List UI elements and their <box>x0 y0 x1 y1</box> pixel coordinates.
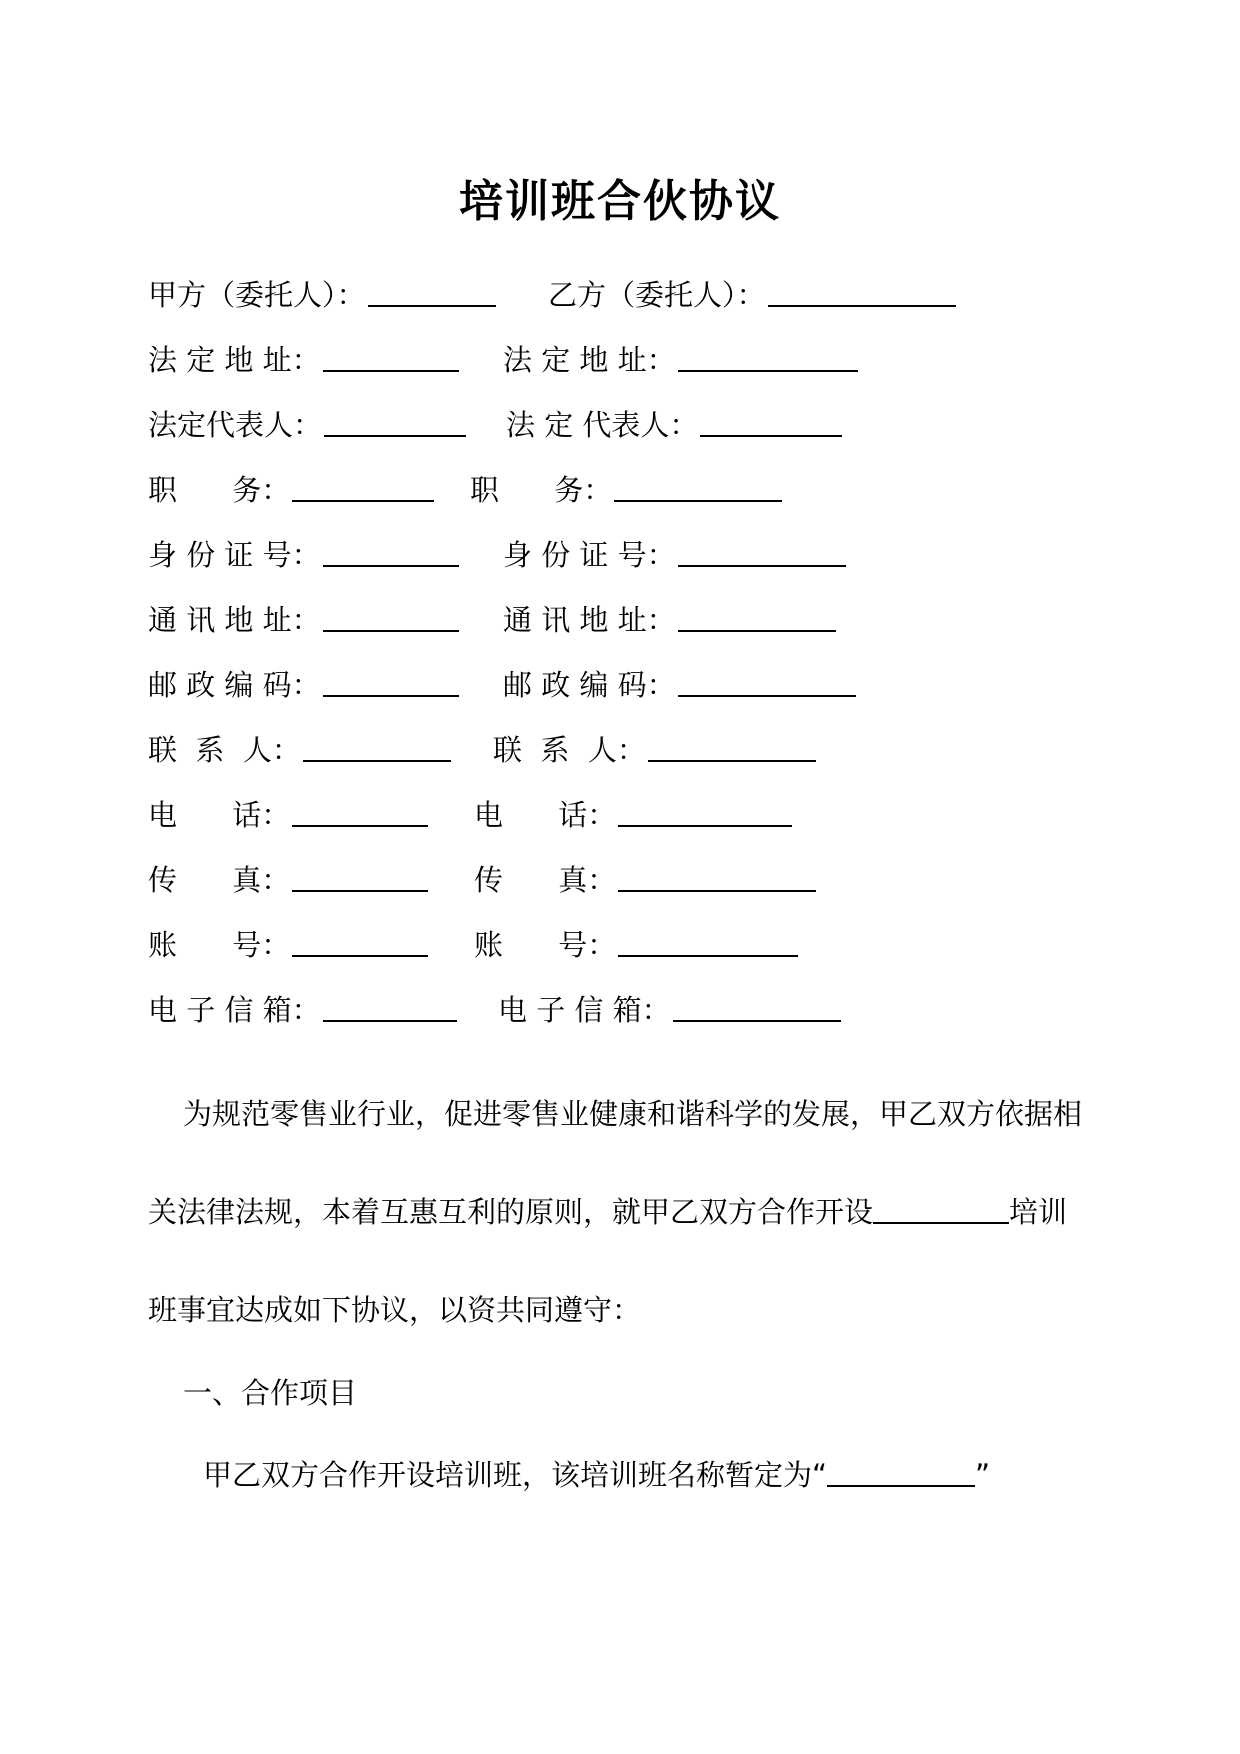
party-b-label: 邮 政 编 码： <box>503 668 676 702</box>
party-b-label: 职 务： <box>470 473 613 507</box>
course-name-blank[interactable] <box>873 1192 1009 1224</box>
party-a-blank[interactable] <box>292 470 434 502</box>
party-a-label: 电 话： <box>148 798 291 832</box>
party-b-blank[interactable] <box>673 990 841 1022</box>
party-row <box>148 405 1108 445</box>
party-a-field <box>148 340 459 380</box>
party-a-field <box>148 860 428 900</box>
section-text-after: ” <box>975 1458 991 1492</box>
party-a-label: 通 讯 地 址： <box>148 603 321 637</box>
party-b-label: 账 号： <box>474 928 617 962</box>
party-b-field <box>498 990 841 1030</box>
party-b-label: 通 讯 地 址： <box>503 603 676 637</box>
party-a-field <box>148 470 434 510</box>
party-row <box>148 730 1108 770</box>
party-b-blank[interactable] <box>678 535 846 567</box>
party-b-blank[interactable] <box>678 340 858 372</box>
party-a-label: 联 系 人： <box>148 733 301 767</box>
party-a-field <box>148 535 459 575</box>
section-text <box>203 1455 990 1495</box>
document-title: 培训班合伙协议 <box>459 176 781 227</box>
party-row <box>148 795 1108 835</box>
party-a-field <box>148 665 459 705</box>
party-b-field <box>474 795 792 835</box>
party-b-field <box>474 925 798 965</box>
party-a-field <box>148 405 466 445</box>
party-a-label: 传 真： <box>148 863 291 897</box>
party-row <box>148 925 1108 965</box>
party-b-field <box>506 405 842 445</box>
party-b-label: 身 份 证 号： <box>503 538 676 572</box>
section-text-before: 甲乙双方合作开设培训班，该培训班名称暂定为“ <box>203 1458 828 1492</box>
party-a-label: 法 定 地 址： <box>148 343 321 377</box>
intro-line-3: 班事宜达成如下协议，以资共同遵守： <box>148 1293 642 1327</box>
party-b-label: 法 定 代表人： <box>506 408 699 442</box>
party-b-label: 电 话： <box>474 798 617 832</box>
party-a-label: 邮 政 编 码： <box>148 668 321 702</box>
party-a-blank[interactable] <box>323 600 459 632</box>
party-a-blank[interactable] <box>323 990 457 1022</box>
party-b-label: 电 子 信 箱： <box>498 993 671 1027</box>
party-b-field <box>503 665 856 705</box>
intro-line-2 <box>148 1192 1067 1232</box>
party-a-blank[interactable] <box>303 730 451 762</box>
party-a-blank[interactable] <box>292 925 428 957</box>
party-row <box>148 860 1108 900</box>
party-a-blank[interactable] <box>324 405 466 437</box>
party-a-label: 甲方（委托人）： <box>148 278 366 312</box>
party-b-label: 乙方（委托人）： <box>548 278 766 312</box>
intro-line-2-before: 关法律法规，本着互惠互利的原则，就甲乙双方合作开设 <box>148 1195 874 1229</box>
class-name-blank[interactable] <box>827 1455 975 1487</box>
party-b-field <box>493 730 816 770</box>
intro-line-1: 为规范零售业行业，促进零售业健康和谐科学的发展，甲乙双方依据相 <box>183 1097 1083 1131</box>
party-b-blank[interactable] <box>678 600 836 632</box>
party-a-field <box>148 275 496 315</box>
party-a-field <box>148 795 428 835</box>
party-a-blank[interactable] <box>368 275 496 307</box>
party-a-label: 账 号： <box>148 928 291 962</box>
party-b-blank[interactable] <box>618 795 792 827</box>
party-b-field <box>548 275 956 315</box>
party-b-blank[interactable] <box>618 860 816 892</box>
party-a-field <box>148 600 459 640</box>
party-a-field <box>148 925 428 965</box>
party-a-blank[interactable] <box>292 860 428 892</box>
party-row <box>148 665 1108 705</box>
party-b-blank[interactable] <box>768 275 956 307</box>
party-a-blank[interactable] <box>323 340 459 372</box>
party-b-blank[interactable] <box>700 405 842 437</box>
party-a-field <box>148 730 451 770</box>
party-a-label: 职 务： <box>148 473 291 507</box>
party-b-field <box>503 535 846 575</box>
party-a-label: 身 份 证 号： <box>148 538 321 572</box>
party-b-blank[interactable] <box>678 665 856 697</box>
party-row <box>148 990 1108 1030</box>
party-a-blank[interactable] <box>323 535 459 567</box>
party-b-blank[interactable] <box>614 470 782 502</box>
intro-line-2-after: 培训 <box>1009 1195 1068 1229</box>
party-b-field <box>503 600 836 640</box>
party-a-label: 法定代表人： <box>148 408 323 442</box>
party-b-field <box>470 470 782 510</box>
party-a-label: 电 子 信 箱： <box>148 993 321 1027</box>
party-row <box>148 535 1108 575</box>
party-b-label: 联 系 人： <box>493 733 646 767</box>
party-b-field <box>474 860 816 900</box>
party-row <box>148 470 1108 510</box>
party-b-field <box>503 340 858 380</box>
party-b-label: 法 定 地 址： <box>503 343 676 377</box>
party-b-blank[interactable] <box>648 730 816 762</box>
party-b-blank[interactable] <box>618 925 798 957</box>
party-row <box>148 275 1108 315</box>
party-row <box>148 600 1108 640</box>
party-a-field <box>148 990 457 1030</box>
party-row <box>148 340 1108 380</box>
party-b-label: 传 真： <box>474 863 617 897</box>
party-a-blank[interactable] <box>292 795 428 827</box>
section-heading: 一、合作项目 <box>183 1376 358 1410</box>
party-a-blank[interactable] <box>323 665 459 697</box>
